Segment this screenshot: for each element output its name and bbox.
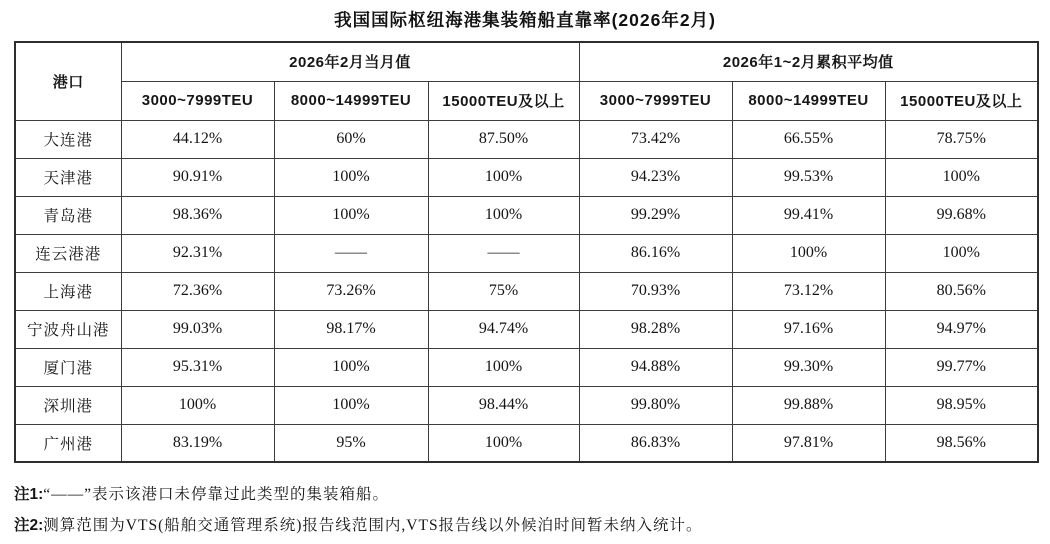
note-2-label: 注2:	[14, 517, 44, 534]
port-name: 大连港	[15, 120, 121, 158]
rate-cell: 80.56%	[885, 272, 1038, 310]
notes	[14, 479, 1050, 541]
rate-cell: 94.23%	[579, 158, 732, 196]
rate-cell: 100%	[428, 424, 579, 462]
rate-cell: 66.55%	[732, 120, 885, 158]
sub-header-monthly-15000teu-plus: 15000TEU及以上	[428, 81, 579, 120]
rate-cell: 99.29%	[579, 196, 732, 234]
header-sub-row	[15, 81, 1038, 120]
port-name: 连云港港	[15, 234, 121, 272]
sub-header-cumulative-15000teu-plus: 15000TEU及以上	[885, 81, 1038, 120]
rate-cell: 44.12%	[121, 120, 274, 158]
note-1-label: 注1:	[14, 486, 44, 503]
rate-cell: 94.88%	[579, 348, 732, 386]
rate-cell: 100%	[885, 234, 1038, 272]
port-name: 上海港	[15, 272, 121, 310]
rate-cell: 97.81%	[732, 424, 885, 462]
rate-cell: 99.80%	[579, 386, 732, 424]
sub-header-cumulative-3000-7999teu: 3000~7999TEU	[579, 81, 732, 120]
rate-cell: 72.36%	[121, 272, 274, 310]
note-1-text: “——”表示该港口未停靠过此类型的集装箱船。	[43, 486, 390, 503]
rate-cell: 86.83%	[579, 424, 732, 462]
rate-cell: 100%	[732, 234, 885, 272]
berthing-rate-table	[14, 41, 1039, 463]
table-row	[15, 120, 1038, 158]
rate-cell: 98.17%	[274, 310, 428, 348]
rate-cell: 73.42%	[579, 120, 732, 158]
header-group-row	[15, 42, 1038, 81]
rate-cell: 60%	[274, 120, 428, 158]
rate-cell: ——	[428, 234, 579, 272]
rate-cell: 87.50%	[428, 120, 579, 158]
table-row	[15, 158, 1038, 196]
rate-cell: 73.26%	[274, 272, 428, 310]
table-row	[15, 348, 1038, 386]
rate-cell: 98.56%	[885, 424, 1038, 462]
note-1	[14, 479, 1050, 510]
rate-cell: 75%	[428, 272, 579, 310]
group-header-february-monthly: 2026年2月当月值	[121, 42, 579, 81]
rate-cell: 100%	[274, 158, 428, 196]
port-name: 天津港	[15, 158, 121, 196]
rate-cell: 92.31%	[121, 234, 274, 272]
port-column-header: 港口	[15, 42, 121, 120]
port-name: 广州港	[15, 424, 121, 462]
rate-cell: 99.88%	[732, 386, 885, 424]
sub-header-monthly-8000-14999teu: 8000~14999TEU	[274, 81, 428, 120]
port-name: 厦门港	[15, 348, 121, 386]
rate-cell: 100%	[428, 158, 579, 196]
rate-cell: 98.95%	[885, 386, 1038, 424]
rate-cell: 99.41%	[732, 196, 885, 234]
table-row	[15, 386, 1038, 424]
rate-cell: 94.74%	[428, 310, 579, 348]
rate-cell: 70.93%	[579, 272, 732, 310]
rate-cell: 98.44%	[428, 386, 579, 424]
rate-cell: 99.30%	[732, 348, 885, 386]
port-name: 青岛港	[15, 196, 121, 234]
rate-cell: 100%	[274, 386, 428, 424]
group-header-jan-feb-cumulative: 2026年1~2月累积平均值	[579, 42, 1038, 81]
table-row	[15, 310, 1038, 348]
rate-cell: 95%	[274, 424, 428, 462]
rate-cell: 98.36%	[121, 196, 274, 234]
table-row	[15, 234, 1038, 272]
rate-cell: 78.75%	[885, 120, 1038, 158]
page-title: 我国国际枢纽海港集装箱船直靠率(2026年2月)	[334, 10, 716, 30]
rate-cell: 99.03%	[121, 310, 274, 348]
sub-header-monthly-3000-7999teu: 3000~7999TEU	[121, 81, 274, 120]
rate-cell: 95.31%	[121, 348, 274, 386]
rate-cell: 98.28%	[579, 310, 732, 348]
rate-cell: 100%	[274, 196, 428, 234]
table-row	[15, 196, 1038, 234]
rate-cell: 97.16%	[732, 310, 885, 348]
port-name: 宁波舟山港	[15, 310, 121, 348]
rate-cell: ——	[274, 234, 428, 272]
table-row	[15, 424, 1038, 462]
rate-cell: 94.97%	[885, 310, 1038, 348]
note-2	[14, 510, 1050, 541]
rate-cell: 90.91%	[121, 158, 274, 196]
rate-cell: 100%	[274, 348, 428, 386]
rate-cell: 100%	[428, 348, 579, 386]
rate-cell: 86.16%	[579, 234, 732, 272]
rate-cell: 99.53%	[732, 158, 885, 196]
rate-cell: 83.19%	[121, 424, 274, 462]
note-2-text: 测算范围为VTS(船舶交通管理系统)报告线范围内,VTS报告线以外候泊时间暂未纳入统计。	[43, 517, 703, 534]
rate-cell: 100%	[121, 386, 274, 424]
rate-cell: 99.68%	[885, 196, 1038, 234]
port-name: 深圳港	[15, 386, 121, 424]
rate-cell: 99.77%	[885, 348, 1038, 386]
table-row	[15, 272, 1038, 310]
sub-header-cumulative-8000-14999teu: 8000~14999TEU	[732, 81, 885, 120]
rate-cell: 100%	[885, 158, 1038, 196]
table-header	[15, 42, 1038, 120]
rate-cell: 73.12%	[732, 272, 885, 310]
table-body	[15, 120, 1038, 462]
rate-cell: 100%	[428, 196, 579, 234]
